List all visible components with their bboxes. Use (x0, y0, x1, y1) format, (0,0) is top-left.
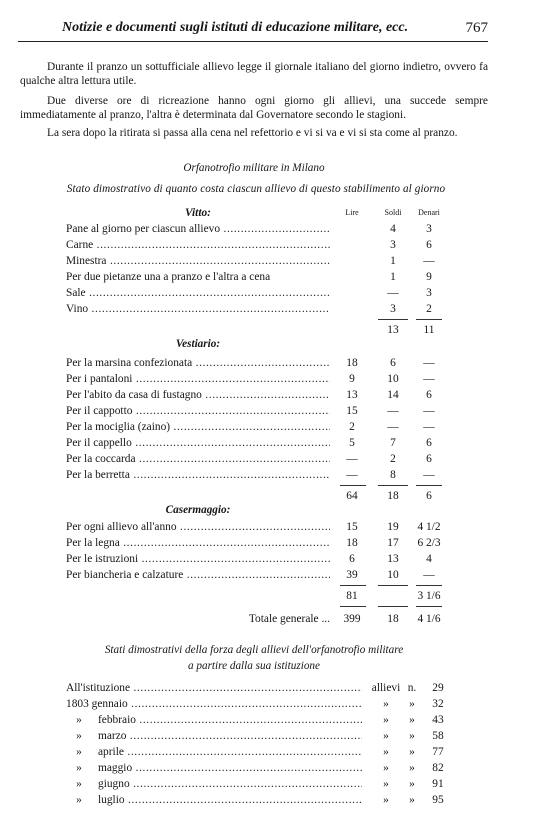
row-label: Per le istruzioni ..... (66, 552, 330, 566)
grand-total-label: Totale generale ... (248, 613, 330, 625)
total-rule (416, 606, 442, 607)
soldi-value: — (387, 421, 399, 433)
soldi-value: 10 (387, 569, 399, 581)
paragraph-2: Due diverse ore di ricreazione hanno ogni giorno gli allievi, una succede sempre immediatamente al pranzo, l'altra è determinata dal Governatore secondo le stagioni. (20, 95, 488, 122)
row-label: Sale ..... (66, 286, 330, 300)
lire-value: — (346, 453, 358, 465)
denari-value: 2 (426, 303, 432, 315)
table-row (0, 286, 550, 300)
table-row (0, 388, 550, 402)
subtotal-rule (340, 585, 366, 586)
row-label: Per l'abito da casa di fustagno ..... (66, 388, 330, 402)
ditto-mark: » (76, 762, 82, 774)
lire-value: — (346, 469, 358, 481)
row-label: Pane al giorno per ciascun allievo ..... (66, 222, 330, 236)
row-label: Per la legna ..... (66, 536, 330, 550)
soldi-value: — (387, 287, 399, 299)
subtotal-rule (378, 319, 408, 320)
table-row (0, 436, 550, 450)
row-label: Per la coccarda ..... (66, 452, 330, 466)
grand-total-text: Totale generale (248, 613, 319, 625)
table-row (0, 520, 550, 534)
unit-col1: » (383, 730, 389, 742)
count-value: 43 (432, 714, 444, 726)
row-label: Minestra ..... (66, 254, 330, 268)
col-header-soldi: Soldi (384, 208, 402, 217)
soldi-subtotal: 18 (387, 490, 399, 502)
unit-col1: » (383, 698, 389, 710)
table2-caption-line2: a partire dalla sua istituzione (188, 660, 320, 672)
header-rule (18, 41, 488, 42)
denari-value: 6 (426, 453, 432, 465)
table-row (0, 452, 550, 466)
denari-value: — (423, 421, 435, 433)
year-label (66, 697, 362, 711)
lire-value: 13 (346, 389, 358, 401)
ditto-mark: » (76, 778, 82, 790)
period-label: luglio ..... (98, 793, 362, 807)
subtotal-row (0, 489, 550, 503)
soldi-value: 3 (390, 303, 396, 315)
denari-value: 3 (426, 287, 432, 299)
denari-value: 6 (426, 239, 432, 251)
running-header (18, 20, 488, 40)
section-title-casermaggio: Casermaggio: (165, 504, 231, 516)
table-row (0, 254, 550, 268)
unit-col2: n. (407, 682, 417, 694)
denari-value: 9 (426, 271, 432, 283)
total-rule (378, 606, 408, 607)
period-label: marzo ..... (98, 729, 362, 743)
soldi-value: 19 (387, 521, 399, 533)
lire-value: 2 (349, 421, 355, 433)
denari-value: 6 2/3 (417, 537, 441, 549)
unit-col2: » (409, 714, 415, 726)
lire-value: 15 (346, 405, 358, 417)
lire-value: 18 (346, 357, 358, 369)
unit-col1: » (383, 778, 389, 790)
list-item (0, 713, 550, 727)
row-label: Per biancheria e calzature ..... (66, 568, 330, 582)
soldi-value: — (387, 405, 399, 417)
subtotal-rule (378, 585, 408, 586)
count-value: 32 (432, 698, 444, 710)
period-label: aprile ..... (98, 745, 362, 759)
subtotal-row (0, 323, 550, 337)
soldi-value: 17 (387, 537, 399, 549)
lire-value: 18 (346, 537, 358, 549)
table-row (0, 536, 550, 550)
unit-col1: » (383, 762, 389, 774)
total-rule (340, 606, 366, 607)
soldi-value: 8 (390, 469, 396, 481)
row-label: Per due pietanze una a pranzo e l'altra a cena (66, 271, 271, 283)
grand-total-row (0, 612, 550, 626)
period-label: giugno ..... (98, 777, 362, 791)
soldi-value: 6 (390, 357, 396, 369)
soldi-value: 13 (387, 553, 399, 565)
table-row (0, 568, 550, 582)
lire-subtotal: 81 (346, 590, 358, 602)
soldi-value: 2 (390, 453, 396, 465)
table-row (0, 372, 550, 386)
subtotal-rule (340, 485, 366, 486)
denari-subtotal: 3 1/6 (417, 590, 441, 602)
unit-col2: » (409, 794, 415, 806)
table-row (0, 302, 550, 316)
count-value: 58 (432, 730, 444, 742)
subtotal-rule (416, 485, 442, 486)
count-value: 77 (432, 746, 444, 758)
count-value: 82 (432, 762, 444, 774)
subtotal-rule (416, 319, 442, 320)
denari-value: — (423, 357, 435, 369)
table-row (0, 222, 550, 236)
page-number: 767 (465, 20, 488, 36)
section-title-vestiario: Vestiario: (175, 338, 221, 350)
table-row (0, 468, 550, 482)
lire-value: 9 (349, 373, 355, 385)
denari-value: — (423, 569, 435, 581)
row-label: Per la mociglia (zaino) ..... (66, 420, 330, 434)
count-value: 91 (432, 778, 444, 790)
list-item (0, 681, 550, 695)
list-item (0, 793, 550, 807)
soldi-value: 1 (390, 255, 396, 267)
ditto-mark: » (76, 730, 82, 742)
list-item (0, 729, 550, 743)
count-value: 95 (432, 794, 444, 806)
list-item (0, 777, 550, 791)
row-label: Per la marsina confezionata ..... (66, 356, 330, 370)
table-row (0, 552, 550, 566)
soldi-value: 4 (390, 223, 396, 235)
soldi-value: 10 (387, 373, 399, 385)
table-row (0, 238, 550, 252)
denari-value: — (423, 255, 435, 267)
unit-col2: » (409, 730, 415, 742)
lire-total: 399 (343, 613, 361, 625)
denari-subtotal: 11 (423, 324, 435, 336)
soldi-value: 3 (390, 239, 396, 251)
lire-value: 5 (349, 437, 355, 449)
ditto-mark: » (76, 714, 82, 726)
section-title-vitto: Vitto: (185, 207, 211, 219)
ditto-mark: » (76, 794, 82, 806)
year-value: 1803 (66, 698, 89, 710)
table-row (0, 404, 550, 418)
denari-value: — (423, 373, 435, 385)
col-header-lire: Lire (345, 208, 359, 217)
list-item (0, 745, 550, 759)
row-label: Per la berretta ..... (66, 468, 330, 482)
unit-col2: » (409, 698, 415, 710)
row-label: Vino ..... (66, 302, 330, 316)
lire-value: 15 (346, 521, 358, 533)
period-label: febbraio ..... (98, 713, 362, 727)
denari-value: 4 (426, 553, 432, 565)
denari-subtotal: 6 (426, 490, 432, 502)
ditto-mark: » (76, 746, 82, 758)
period-label: maggio ..... (98, 761, 362, 775)
unit-col1: » (383, 746, 389, 758)
unit-col2: » (409, 778, 415, 790)
soldi-total: 18 (387, 613, 399, 625)
col-header-denari: Denari (418, 208, 440, 217)
subtotal-rule (416, 585, 442, 586)
lire-value: 39 (346, 569, 358, 581)
period-label: gennaio (91, 698, 128, 710)
denari-value: 4 1/2 (417, 521, 441, 533)
subtotal-rule (378, 485, 408, 486)
soldi-value: 14 (387, 389, 399, 401)
running-title: Notizie e documenti sugli istituti di educazione militare, ecc. (62, 20, 409, 35)
row-label: Carne ..... (66, 238, 330, 252)
row-label: Per il cappello ..... (66, 436, 330, 450)
soldi-subtotal: 13 (387, 324, 399, 336)
list-item (0, 761, 550, 775)
table1-header-row (0, 206, 550, 220)
denari-value: 6 (426, 437, 432, 449)
row-label: Per ogni allievo all'anno ..... (66, 520, 330, 534)
table-row (0, 420, 550, 434)
period-label: All'istituzione ..... (66, 681, 362, 695)
table1-institution: Orfanotrofio militare in Milano (183, 162, 325, 174)
denari-value: 3 (426, 223, 432, 235)
soldi-value: 7 (390, 437, 396, 449)
table-row (0, 356, 550, 370)
denari-value: — (423, 405, 435, 417)
table1-caption: Stato dimostrativo di quanto costa ciascun allievo di questo stabilimento al giorno (66, 183, 446, 195)
row-label: Per il cappotto ..... (66, 404, 330, 418)
lire-value: 6 (349, 553, 355, 565)
unit-col1: allievi (371, 682, 401, 694)
list-item (0, 697, 550, 711)
table-row (0, 270, 550, 284)
unit-col1: » (383, 794, 389, 806)
lire-subtotal: 64 (346, 490, 358, 502)
unit-col1: » (383, 714, 389, 726)
row-label: Per i pantaloni ..... (66, 372, 330, 386)
unit-col2: » (409, 762, 415, 774)
table2-caption-line1: Stati dimostrativi della forza degli allievi dell'orfanotrofio militare (104, 644, 404, 656)
unit-col2: » (409, 746, 415, 758)
denari-value: — (423, 469, 435, 481)
subtotal-row (0, 589, 550, 603)
count-value: 29 (432, 682, 444, 694)
paragraph-1: Durante il pranzo un sottufficiale allievo legge il giornale italiano del giorno indietro, ovvero fa qualche altra lettura utile. (20, 61, 488, 88)
soldi-value: 1 (390, 271, 396, 283)
paragraph-3: La sera dopo la ritirata si passa alla cena nel refettorio e vi si va e vi si sta come al pranzo. (47, 127, 458, 139)
denari-value: 6 (426, 389, 432, 401)
denari-total: 4 1/6 (417, 613, 441, 625)
